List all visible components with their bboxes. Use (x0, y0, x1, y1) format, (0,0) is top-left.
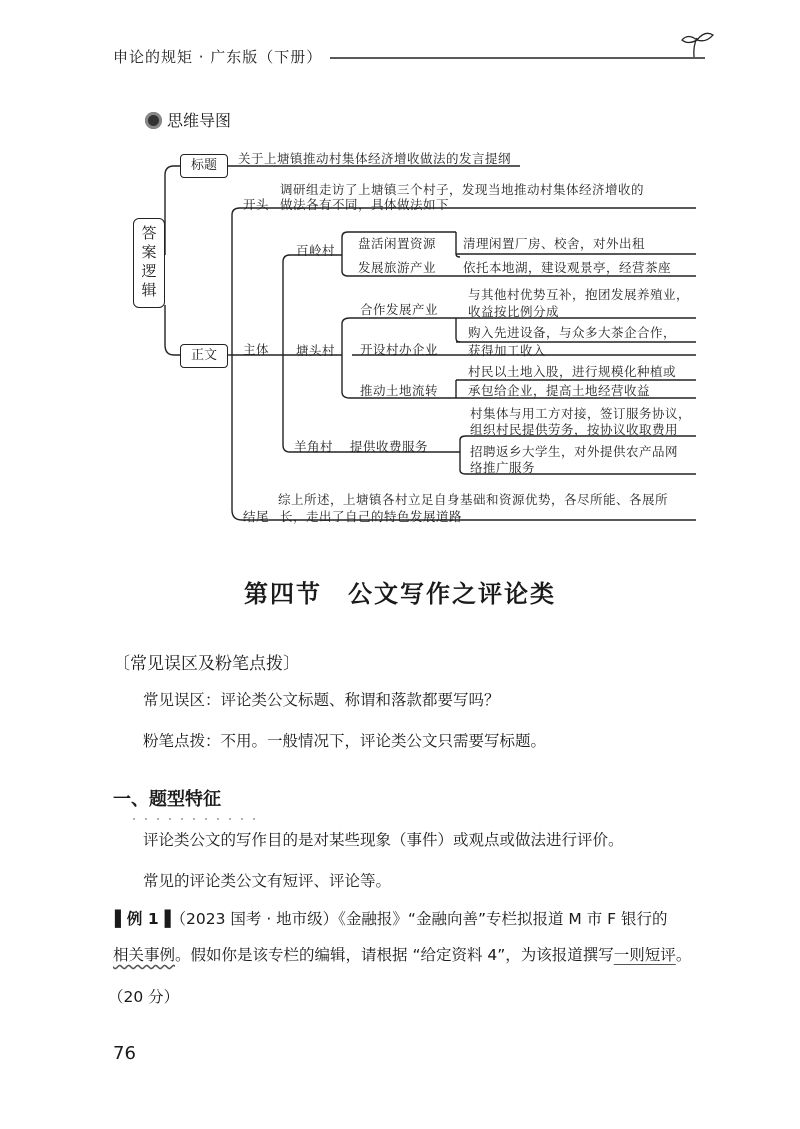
example-line-1 (115, 907, 668, 932)
village-1-name: 百岭村 (296, 243, 336, 258)
v3-detail-2a: 招聘返乡大学生，对外提供农产品网 (470, 444, 679, 459)
v3-detail-1a: 村集体与用工方对接，签订服务协议， (470, 406, 692, 421)
bar-right-icon: ▐ (158, 910, 171, 928)
kaitou-label: 开头 (243, 197, 270, 212)
subheading-dots (130, 815, 290, 823)
bar-left-icon: ▌ (115, 910, 127, 928)
biaoti-label: 标题 (180, 154, 228, 178)
village-2-name: 塘头村 (296, 343, 336, 358)
misconception-label: 常见误区： (143, 691, 221, 709)
v1-method-1: 盘活闲置资源 (358, 236, 437, 251)
left-bracket-icon: 〔 (113, 654, 130, 674)
mindmap-root-text: 答案逻辑 (139, 225, 158, 301)
v3-detail-2b: 络推广服务 (470, 460, 536, 475)
zhuti-label: 主体 (243, 342, 270, 357)
example-line-1-text: （2023 国考 · 地市级）《金融报》“金融向善”专栏拟报道 M 市 F 银行的 (170, 910, 668, 928)
tip-text: 不用。一般情况下，评论类公文只需要写标题。 (220, 732, 547, 750)
right-bracket-icon: 〕 (283, 654, 300, 674)
v2-method-2: 开设村办企业 (360, 342, 439, 357)
kaitou-line1: 调研组走访了上塘镇三个村子，发现当地推动村集体经济增收的 (280, 182, 645, 197)
example-label (115, 910, 171, 928)
subheading: 一、题型特征 (113, 789, 221, 810)
v2-detail-1a: 与其他村优势互补，抱团发展养殖业， (468, 287, 690, 302)
v3-detail-1b: 组织村民提供劳务，按协议收取费用 (470, 422, 679, 437)
v2-detail-3b: 承包给企业，提高土地经营收益 (468, 383, 651, 398)
example-line-2-end: 。 (675, 946, 692, 964)
biaoti-text: 关于上塘镇推动村集体经济增收做法的发言提纲 (238, 151, 512, 166)
example-line-3: （20 分） (108, 988, 180, 1006)
book-title: 申论的规矩 · 广东版（下册） (113, 48, 323, 66)
v2-method-3: 推动土地流转 (360, 383, 439, 398)
example-short-review: 一则短评 (613, 946, 676, 964)
tips-heading-text: 常见误区及粉笔点拨 (130, 654, 283, 674)
tips-heading (113, 649, 300, 674)
v1-method-2: 发展旅游产业 (358, 260, 437, 275)
v1-detail-2: 依托本地湖，建设观景亭，经营茶座 (463, 260, 672, 275)
example-line-2 (113, 943, 691, 968)
zhengwen-label: 正文 (180, 344, 228, 368)
kaitou-line2: 做法各有不同，具体做法如下 (280, 197, 450, 212)
example-label-text: 例 1 (126, 910, 159, 928)
para-1: 评论类公文的写作目的是对某些现象（事件）或观点或做法进行评价。 (143, 831, 624, 849)
jiewei-line2: 长，走出了自己的特色发展道路 (280, 509, 463, 524)
v3-method: 提供收费服务 (350, 439, 429, 454)
v2-method-1: 合作发展产业 (360, 302, 439, 317)
v1-detail-1: 清理闲置厂房、校舍，对外出租 (463, 236, 646, 251)
village-3-name: 羊角村 (294, 439, 334, 454)
misconception-text: 评论类公文标题、称谓和落款都要写吗？ (220, 691, 500, 709)
jiewei-line1: 综上所述，上塘镇各村立足自身基础和资源优势，各尽所能、各展所 (278, 492, 669, 507)
misconception-line (143, 688, 500, 713)
mindmap-root (133, 218, 165, 308)
v2-detail-1b: 收益按比例分成 (468, 304, 560, 319)
v2-detail-2b: 获得加工收入 (468, 343, 547, 358)
example-line-2-mid: 。假如你是该专栏的编辑，请根据 “给定资料 4”，为该报道撰写 (175, 946, 614, 964)
v2-detail-2a: 购入先进设备，与众多大茶企合作， (468, 325, 677, 340)
page-number: 76 (113, 1043, 136, 1064)
v2-detail-3a: 村民以土地入股，进行规模化种植或 (468, 364, 677, 379)
tip-line (143, 729, 546, 754)
section-title: 第四节 公文写作之评论类 (244, 580, 556, 608)
mindmap-title: 思维导图 (167, 111, 232, 130)
jiewei-label: 结尾 (243, 509, 270, 524)
example-related-cases: 相关事例 (113, 946, 176, 964)
tip-label: 粉笔点拨： (143, 732, 221, 750)
para-2: 常见的评论类公文有短评、评论等。 (143, 872, 392, 890)
